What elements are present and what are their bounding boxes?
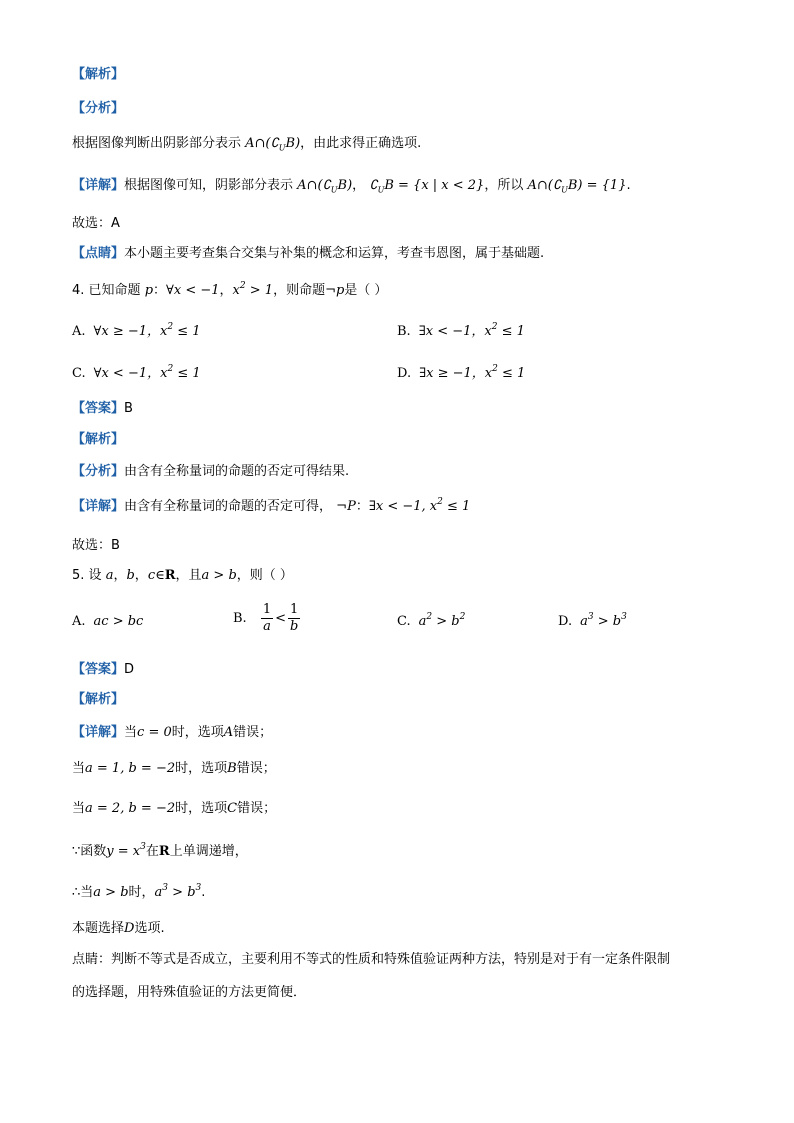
q5-detail-line-4: ∵函数$y = x^3$在R上单调递增， — [72, 842, 248, 859]
q5-note-line-1: 点睛：判断不等式是否成立，主要利用不等式的性质和特殊值验证两种方法，特别是对于有一定条件限制 — [72, 952, 671, 967]
q4-option-c: C. ∀x < −1，$x^2 \le 1$ — [72, 364, 201, 381]
q3-jiexi-heading: 【解析】 — [72, 67, 125, 82]
q3-detail-formula-1: $A\cap(∁_UB)$ — [297, 178, 353, 195]
q3-dianjing-line: 【点睛】本小题主要考查集合交集与补集的概念和运算，考查韦恩图，属于基础题. — [72, 246, 545, 261]
q4-option-d: D. ∃x ≥ −1，$x^2 \le 1$ — [397, 364, 526, 381]
q3-detail-formula-2: $∁_UB = \{x$ | x < 2} — [369, 178, 485, 195]
q5-jiexi-heading: 【解析】 — [72, 692, 125, 707]
q5-option-a: A. ac > bc — [72, 614, 144, 629]
q4-detail-line: 【详解】由含有全称量词的命题的否定可得， ¬P：∃x < −1, $x^2 \le 1$ — [72, 497, 471, 514]
q4-fenxi-line: 【分析】由含有全称量词的命题的否定可得结果. — [72, 464, 350, 479]
q4-option-b: B. ∃x < −1，$x^2 \le 1$ — [397, 322, 525, 339]
q5-option-d: D. $a^3 > b^3$ — [558, 612, 627, 629]
q5-detail-line-3: 当a = 2, b = −2时，选项C错误； — [72, 801, 277, 816]
q3-analysis-line: 根据图像判断出阴影部分表示 $A\cap(∁_UB)$，由此求得正确选项. — [72, 136, 422, 153]
q3-choice: 故选：A — [72, 216, 120, 231]
q5-note-line-2: 的选择题，用特殊值验证的方法更简便． — [72, 985, 307, 1000]
q5-option-c: C. $a^2 > b^2$ — [397, 612, 466, 629]
q5-stem: 5. 设 a，b，c∈R，且a > b，则（ ） — [72, 568, 293, 583]
q4-jiexi-heading: 【解析】 — [72, 432, 125, 447]
q4-option-a: A. ∀x ≥ −1，$x^2 \le 1$ — [72, 322, 201, 339]
q4-choice: 故选：B — [72, 538, 120, 553]
q3-detail-line: 【详解】根据图像可知，阴影部分表示 $A\cap(∁_UB)$， $∁_UB = \{x$ | x < 2}，所以 $A\cap(∁_UB) = \{1\}$. — [72, 178, 631, 195]
q3-detail-formula-3: $A\cap(∁_UB) = \{1\}$ — [527, 178, 627, 195]
q5-answer: 【答案】D — [72, 662, 135, 677]
q5-detail-line-5: ∴当a > b时，$a^3 > b^3$. — [72, 883, 206, 900]
q5-conclusion: 本题选择D选项. — [72, 921, 165, 936]
q5-detail-line-1: 【详解】当c = 0时，选项A错误； — [72, 725, 273, 740]
q3-analysis-formula: $A\cap(∁_UB)$ — [245, 136, 301, 153]
q5-option-b: B. $\frac{1}{a}$ < $\frac{1}{b}$ — [233, 602, 299, 634]
q3-fenxi-heading: 【分析】 — [72, 101, 125, 116]
q5-detail-line-2: 当a = 1, b = −2时，选项B错误； — [72, 761, 276, 776]
q4-answer: 【答案】B — [72, 401, 133, 416]
q4-stem: 4. 已知命题 p：∀x < −1，$x^2 > 1$，则命题¬p是（ ） — [72, 281, 388, 298]
